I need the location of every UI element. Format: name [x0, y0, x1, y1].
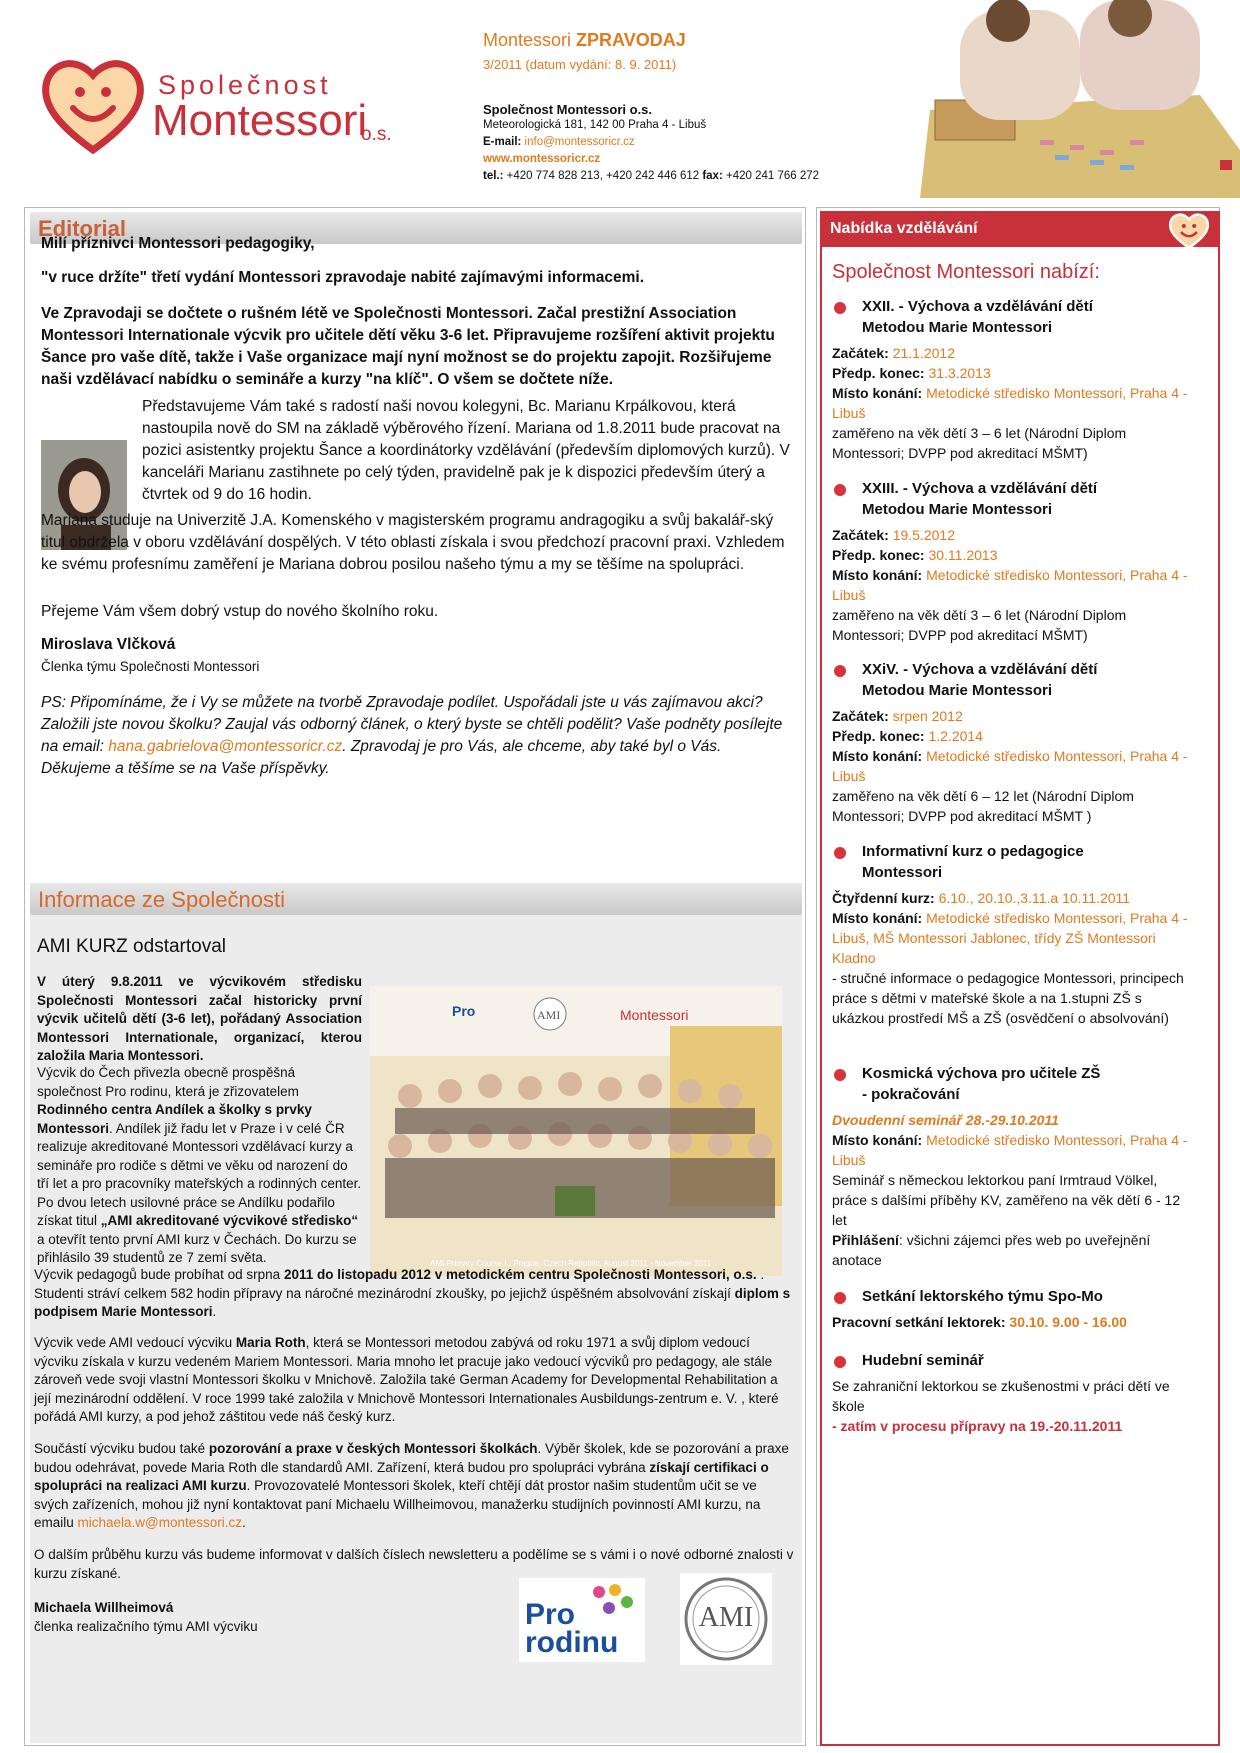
course-end: [832, 545, 1192, 565]
title-bold: ZPRAVODAJ: [576, 30, 686, 50]
editorial-p5: Přejeme Vám všem dobrý vstup do nového školního roku.: [41, 603, 439, 620]
p3-text: Výcvik pedagogů bude probíhat od srpna: [34, 1267, 284, 1282]
heart-smile-icon: [38, 50, 148, 160]
ps-email-link[interactable]: hana.gabrielova@montessoricr.cz: [108, 738, 343, 755]
course-end: [832, 363, 1192, 383]
article-p6: O dalším průběhu kurzu vás budeme informovat v dalších číslech newsletteru a podělíme se s vámi i o nové odborné znalosti v kurzu získané.: [34, 1547, 794, 1581]
course-seminar: Dvoudenní seminář 28.-29.10.2011: [832, 1112, 1059, 1128]
web-link[interactable]: [483, 151, 863, 168]
start-value: 19.5.2012: [892, 527, 955, 543]
p2-text: Výcvik do Čech přivezla obecně prospěšná společnost Pro rodinu, která je zřizovatelem: [37, 1065, 299, 1099]
meeting-label: Pracovní setkání lektorek:: [832, 1314, 1010, 1330]
course-cosmic: [832, 1063, 1192, 1270]
course-note: - stručné informace o pedagogice Montessori, principech práce s dětmi v mateřské škole a na 1.stupni ZŠ s ukázkou prostředí MŠ a ZŠ (osvědčení o absolvování): [832, 970, 1184, 1026]
logo-text-line1: Společnost: [158, 70, 332, 100]
photo-logo-pro: Pro: [452, 1003, 476, 1019]
ps-text: PS: Připomínáme, že i Vy se můžete na tvorbě Zpravodaje podílet. Uspořádali jste u vás zajímavou akci? Založili jste novou školku? Zaujal vás odborný článek, o který byste se chtěli podělit? Vaše podněty posílejte na email:: [41, 694, 783, 755]
start-label: Začátek:: [832, 527, 893, 543]
org-name: Společnost Montessori o.s.: [483, 102, 653, 117]
photo-logo-montessori: Montessori: [620, 1007, 689, 1023]
course-place: [832, 383, 1192, 423]
place-label: Místo konání:: [832, 910, 927, 926]
p4-bold: Maria Roth: [235, 1335, 306, 1350]
sidebar-heading: Nabídka vzdělávání: [830, 220, 978, 237]
course-place: [832, 908, 1192, 968]
course-xxii: [832, 296, 1192, 463]
editorial-heading: Editorial: [38, 216, 127, 241]
place-label: Místo konání:: [832, 567, 927, 583]
end-label: Předp. konec:: [832, 365, 929, 381]
p2-bold2: „AMI akreditované výcvikové středisko“: [100, 1213, 359, 1228]
masthead: [483, 30, 863, 185]
prorodinu-logo-rodinu: rodinu: [525, 1626, 619, 1659]
start-label: Začátek:: [832, 708, 893, 724]
course-title[interactable]: [832, 296, 1192, 338]
course-title-line1[interactable]: XXiV. - Výchova a vzdělávání dětí: [862, 661, 1098, 678]
course-title-line2[interactable]: Metodou Marie Montessori: [862, 682, 1053, 699]
editorial-signature-role: Členka týmu Společnosti Montessori: [41, 659, 260, 674]
course-start: [832, 525, 1192, 545]
place-label: Místo konání:: [832, 748, 927, 764]
p5-text3: . Provozovatelé Montessori školek, kteří chtějí dát prostor našim studentům učit se ve svých zařízeních, mohou již nyní kontaktovat paní Michaelu Willheimovou, manažerku studijních povinností AMI kurzu, na emailu: [34, 1478, 761, 1530]
course-meeting: [832, 1286, 1192, 1332]
place-value: Metodické středisko Montessori, Praha 4 - Libuš: [832, 1132, 1188, 1168]
article-p5: [34, 1440, 794, 1533]
ami-logo-text: AMI: [698, 1602, 754, 1633]
course-title[interactable]: Hudební seminář: [832, 1350, 1192, 1371]
course-title-line1[interactable]: Kosmická výchova pro učitele ZŠ: [862, 1065, 1101, 1082]
main-column: [24, 207, 806, 1746]
editorial-ps: [41, 692, 791, 780]
course-title-line1[interactable]: Informativní kurz o pedagogice: [862, 843, 1084, 860]
place-label: Místo konání:: [832, 1132, 927, 1148]
web-link-text[interactable]: www.montessoricr.cz: [483, 153, 601, 165]
article-p2: [37, 1064, 362, 1268]
p5-text4: .: [242, 1515, 246, 1530]
course-note: Seminář s německou lektorkou paní Irmtraud Völkel, práce s dalšími příběhy KV, zaměřeno na věk dětí 6 - 12 let: [832, 1172, 1181, 1228]
fax-value: +420 241 766 272: [725, 170, 820, 182]
place-label: Místo konání:: [832, 385, 927, 401]
prorodinu-logo: [519, 1578, 645, 1662]
p2-bold: Rodinného centra Andílek a školky s prvky Montessori: [37, 1102, 312, 1136]
info-heading: Informace ze Společnosti: [38, 887, 286, 912]
course-start: [832, 343, 1192, 363]
course-note: zaměřeno na věk dětí 3 – 6 let (Národní Diplom Montessori; DVPP pod akreditací MŠMT): [832, 607, 1127, 643]
org-address: Meteorologická 181, 142 00 Praha 4 - Libuš: [483, 119, 707, 131]
ps-text-end: . Zpravodaj je pro Vás, ale chceme, aby také byl o Vás. Děkujeme a těšíme se na Vaše příspěvky.: [41, 738, 722, 777]
phone-line: [483, 168, 863, 185]
p3-text2: . Studenti stráví celkem 582 hodin přípravy na náročné mezinárodní zkoušky, po jejichž úspěšném absolvování získají: [34, 1267, 765, 1301]
p3-text3: .: [212, 1304, 217, 1319]
end-label: Předp. konec:: [832, 728, 929, 744]
editorial-greeting: Milí příznivci Montessori pedagogiky,: [41, 235, 315, 252]
start-label: Začátek:: [832, 345, 893, 361]
tel-label: tel.:: [483, 170, 507, 182]
place-value: Metodické středisko Montessori, Praha 4 - Libuš: [832, 748, 1188, 784]
music-status: - zatím v procesu přípravy na 19.-20.11.2011: [832, 1418, 1123, 1434]
music-note: Se zahraniční lektorkou se zkušenostmi v práci dětí ve škole: [832, 1378, 1170, 1414]
meeting-time: [832, 1312, 1192, 1332]
course-title-line2[interactable]: Montessori: [862, 864, 943, 881]
issue-line: 3/2011 (datum vydání: 8. 9. 2011): [483, 57, 677, 72]
article-p1: V úterý 9.8.2011 ve výcvikovém středisku Společnosti Montessori začal historicky první výcvik učitelů dětí (3-6 let), pořádaný Association Montessori Internationale, organizací, kterou založila Maria Montessori.: [37, 974, 362, 1063]
course-xxiv: [832, 659, 1192, 826]
email-link[interactable]: info@montessoricr.cz: [524, 136, 635, 148]
course-dates: [832, 888, 1192, 908]
course-end: [832, 726, 1192, 746]
org-email-line: [483, 134, 863, 151]
course-title-line1[interactable]: XXII. - Výchova a vzdělávání dětí: [862, 298, 1093, 315]
dates-label: Čtyřdenní kurz:: [832, 890, 939, 906]
logo-text-line2: Montessori: [152, 96, 368, 145]
start-value: 21.1.2012: [892, 345, 955, 361]
company-logo: [38, 50, 392, 160]
course-title-line2[interactable]: Metodou Marie Montessori: [862, 319, 1053, 336]
course-title[interactable]: [832, 1063, 1192, 1105]
group-photo: [370, 986, 782, 1276]
course-start: [832, 706, 1192, 726]
course-title[interactable]: Setkání lektorského týmu Spo-Mo: [832, 1286, 1192, 1307]
course-signup: [832, 1230, 1192, 1270]
prorodinu-logo-pro: Pro: [525, 1598, 576, 1631]
header-photo: [920, 0, 1240, 198]
place-value: Metodické středisko Montessori, Praha 4 - Libuš, MŠ Montessori Jablonec, třídy ZŠ Montessori Kladno: [832, 910, 1188, 966]
editorial-p1: "v ruce držíte" třetí vydání Montessori zpravodaje nabité zajímavými informacemi.: [41, 269, 645, 286]
course-title-line1[interactable]: XXIII. - Výchova a vzdělávání dětí: [862, 480, 1098, 497]
article-signature-role: členka realizačního týmu AMI výcviku: [34, 1619, 258, 1634]
course-title-line2[interactable]: - pokračování: [862, 1086, 960, 1103]
p4-text: Výcvik vede AMI vedoucí výcviku: [34, 1335, 236, 1350]
signup-value: : všichni zájemci přes web po uveřejnění anotace: [832, 1232, 1151, 1268]
signup-label: Přihlášení: [832, 1232, 899, 1248]
logo-suffix: o.s.: [361, 124, 392, 145]
p2-text3: a otevřít tento první AMI kurz v Čechách. Do kurzu se přihlásilo 39 studentů ze 7 zemí světa.: [37, 1231, 357, 1265]
dates-value: 6.10., 20.10.,3.11.a 10.11.2011: [938, 890, 1131, 906]
end-value: 1.2.2014: [928, 728, 983, 744]
photo-logo-ami: AMI: [537, 1008, 561, 1022]
newsletter-title: [483, 30, 863, 51]
course-title-line2[interactable]: Metodou Marie Montessori: [862, 501, 1053, 518]
fax-label: fax:: [699, 170, 726, 182]
editorial-p2: Ve Zpravodaji se dočtete o rušném létě ve Společnosti Montessori. Začal prestižní Association Montessori Internationale výcvik pro učitele dětí věku 3-6 let. Připravujeme rozšíření aktivit projektu Šance pro vaše dítě, takže i Vaše organizace mají nyní možnost se do projektu zapojit. Rozšiřujeme naši vzdělávací nabídku o semináře a kurzy "na klíč". O všem se dočtete níže.: [41, 305, 775, 388]
course-xxiii: [832, 478, 1192, 645]
photo-caption: AMI Primary Course I., Prague, Czech Republic, August 2011 - November 2011: [430, 1259, 712, 1268]
course-note: zaměřeno na věk dětí 3 – 6 let (Národní Diplom Montessori; DVPP pod akreditací MŠMT): [832, 425, 1127, 461]
p2-text2: . Andílek již řadu let v Praze i v celé ČR realizuje akreditované Montessori vzdělávací kurzy a semináře pro rodiče s dětmi ve věku od narození do tří let a pro pracovníky mateřských a rodinných center. Po dvou letech usilovné práce se Andílku podařilo získat titul: [37, 1120, 362, 1228]
sidebar-frame: [820, 211, 1220, 1746]
course-place: [832, 1130, 1192, 1170]
info-header: [30, 883, 802, 915]
course-title[interactable]: [832, 659, 1192, 701]
course-title[interactable]: [832, 478, 1192, 520]
article-title: AMI KURZ odstartoval: [37, 936, 226, 957]
p3-bold: 2011 do listopadu 2012 v metodickém centru Společnosti Montessori, o.s.: [283, 1267, 757, 1282]
heart-smile-icon: [1166, 210, 1212, 250]
p4-text2: , která se Montessori metodou zabývá od roku 1971 a svůj diplom vedoucí výcviku získala v kurzu vedeném Mariem Montessori. Maria mnoho let pracuje jako vedoucí výcviků pro pedagogy, ale stále zároveň vede svoji vlastní Montessori školku v Mnichově. Založila také German Academy for Developmental Rehabilitation a její mezinárodní oddělení. V roce 1999 také založila v Mnichově Montessori Internationales Ausbildungs-zentrum e. V. , které pořádá AMI kurzy, a pod jehož záštitou vede náš český kurz.: [34, 1335, 779, 1424]
meeting-value: 30.10. 9.00 - 16.00: [1009, 1314, 1127, 1330]
place-value: Metodické středisko Montessori, Praha 4 - Libuš: [832, 567, 1188, 603]
course-place: [832, 746, 1192, 786]
course-note: zaměřeno na věk dětí 6 – 12 let (Národní Diplom Montessori; DVPP pod akreditací MŠMT ): [832, 788, 1134, 824]
sidebar: [816, 207, 1220, 1746]
ami-logo: [680, 1573, 772, 1665]
sidebar-title: Společnost Montessori nabízí:: [832, 261, 1100, 283]
editorial-p4: Mariana studuje na Univerzitě J.A. Komenského v magisterském programu andragogiku a svůj bakalář-ský titul obdržela v oboru vzdělávání dospělých. V této oblasti získala i svou předchozí pracovní praxi. Vzhledem ke svému profesnímu zaměření je Mariana dobrou posilou našeho týmu a my se těšíme na spolupráci.: [41, 512, 785, 573]
course-music: [832, 1350, 1192, 1436]
start-value: srpen 2012: [892, 708, 963, 724]
article-p4: [34, 1334, 794, 1427]
p3-bold2: diplom s podpisem Marie Montessori: [34, 1285, 791, 1319]
article-p3: [34, 1266, 794, 1322]
end-label: Předp. konec:: [832, 547, 929, 563]
stars-icon: [587, 1582, 637, 1622]
title-prefix: Montessori: [483, 30, 577, 50]
tel-value: +420 774 828 213, +420 242 446 612: [506, 170, 700, 182]
sidebar-header: [822, 213, 1218, 247]
article-signature-name: Michaela Willheimová: [34, 1600, 174, 1615]
course-informative: [832, 841, 1192, 1028]
p5-bold: pozorování a praxe v českých Montessori školkách: [208, 1441, 538, 1456]
end-value: 31.3.2013: [928, 365, 991, 381]
p5-email-link[interactable]: michaela.w@montessori.cz: [77, 1515, 243, 1530]
editorial-p3: Představujeme Vám také s radostí naši novou kolegyni, Bc. Marianu Krpálkovou, která nastoupila nově do SM na základě výběrového řízení. Mariana od 1.8.2011 bude pracovat na pozici asistentky projektu Šance a koordinátorky vzdělávání (především diplomových kurzů). V kanceláři Marianu zastihnete po celý týden, pravidelně pak je k dispozici především úterý a čtvrtek od 9 do 16 hodin.: [142, 398, 790, 503]
course-title[interactable]: [832, 841, 1192, 883]
editorial-signature-name: Miroslava Vlčková: [41, 636, 176, 653]
end-value: 30.11.2013: [928, 547, 998, 563]
email-label: E-mail:: [483, 136, 525, 148]
p5-text2: . Výběr školek, kde se pozorování a praxe budou odehrávat, povede Maria Roth dle standardů AMI. Zařízení, která budou pro spolupráci vybrána: [34, 1441, 789, 1475]
place-value: Metodické středisko Montessori, Praha 4 - Libuš: [832, 385, 1188, 421]
p5-text: Součástí výcviku budou také: [34, 1441, 209, 1456]
course-place: [832, 565, 1192, 605]
p5-bold2: získají certifikaci o spolupráci na realizaci AMI kurzu: [34, 1459, 769, 1493]
